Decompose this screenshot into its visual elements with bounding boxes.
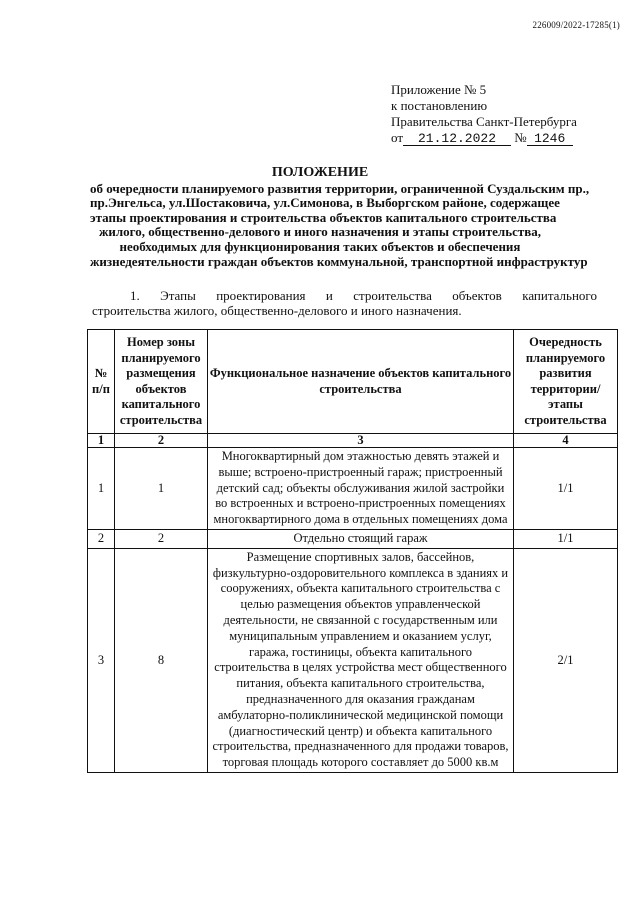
number-prefix: № [514, 130, 527, 145]
appendix-block [391, 82, 577, 146]
row-num: 2 [88, 529, 115, 548]
column-number: 4 [514, 434, 618, 448]
header-zone: Номер зоны планируемого размещения объектов капитального строительства [115, 330, 208, 434]
table-row [88, 548, 618, 772]
row-zone: 8 [115, 548, 208, 772]
appendix-line-3: Правительства Санкт-Петербурга [391, 114, 577, 129]
decree-date: 21.12.2022 [403, 132, 511, 146]
title-line: жилого, общественно-делового и иного назначения и этапы строительства, [98, 224, 542, 240]
paragraph-line-1 [92, 288, 597, 303]
title-line: этапы проектирования и строительства объектов капитального строительства [90, 209, 557, 225]
appendix-line-1: Приложение № 5 [391, 82, 487, 97]
paragraph-word: объектов [452, 288, 502, 303]
document-id: 226009/2022-17285(1) [532, 20, 620, 30]
column-number: 3 [208, 434, 514, 448]
date-prefix: от [391, 130, 404, 145]
title-line: необходимых для функционирования таких объектов и обеспечения [119, 238, 521, 254]
paragraph-word: строительства [353, 288, 432, 303]
column-number: 1 [88, 434, 115, 448]
row-num: 1 [88, 448, 115, 530]
table-header-row [88, 330, 618, 434]
section-paragraph [92, 288, 597, 318]
title-line: жизнедеятельности граждан объектов коммунальной, транспортной инфраструктур [90, 253, 588, 269]
paragraph-word: проектирования [216, 288, 306, 303]
row-function: Отдельно стоящий гараж [208, 529, 514, 548]
appendix-line-2: к постановлению [391, 98, 488, 113]
paragraph-line-2: строительства жилого, общественно-делового и иного назначения. [92, 303, 462, 318]
paragraph-word: Этапы [160, 288, 196, 303]
row-stage: 1/1 [514, 529, 618, 548]
title-line: об очередности планируемого развития территории, ограниченной Суздальским пр., [90, 180, 590, 196]
row-function: Размещение спортивных залов, бассейнов, физкультурно-оздоровительного комплекса в зданиях и сооружениях, объекта капитального строительства с целью размещения объектов управленческой деятельности, не связанной с государственным или муниципальным управлением и оказанием услуг, гаража, гостиницы, объекта капитального строительства в целях устройства мест общественного питания, объекта капитального строительства, предназначенного для оказания гражданам амбулаторно-поликлинической медицинской помощи (диагностический центр) и объекта капитального строительства, предназначенного для продажи товаров, торговая площадь которого составляет до 5000 кв.м [208, 548, 514, 772]
row-num: 3 [88, 548, 115, 772]
table-row [88, 529, 618, 548]
column-number: 2 [115, 434, 208, 448]
header-stage: Очередность планируемого развития территории/ этапы строительства [514, 330, 618, 434]
header-num: № п/п [88, 330, 115, 434]
title-line: пр.Энгельса, ул.Шостаковича, ул.Симонова, в Выборгском районе, содержащее [90, 195, 560, 211]
column-number-row [88, 434, 618, 448]
row-function: Многоквартирный дом этажностью девять этажей и выше; встроено-пристроенный гараж; пристроенный детский сад; объекты обслуживания жилой застройки во встроенных и встроено-пристроенных помещениях многоквартирного дома в отдельных помещениях дома [208, 448, 514, 530]
title-heading: ПОЛОЖЕНИЕ [271, 165, 369, 180]
paragraph-word: 1. [130, 288, 140, 303]
appendix-date-line [391, 130, 577, 146]
decree-number: 1246 [527, 132, 573, 146]
row-zone: 2 [115, 529, 208, 548]
paragraph-word: капитального [522, 288, 597, 303]
paragraph-word: и [325, 288, 333, 303]
row-zone: 1 [115, 448, 208, 530]
header-function: Функциональное назначение объектов капитального строительства [208, 330, 514, 434]
table-row [88, 448, 618, 530]
row-stage: 1/1 [514, 448, 618, 530]
stages-table [87, 329, 618, 773]
document-title [90, 165, 590, 269]
row-stage: 2/1 [514, 548, 618, 772]
